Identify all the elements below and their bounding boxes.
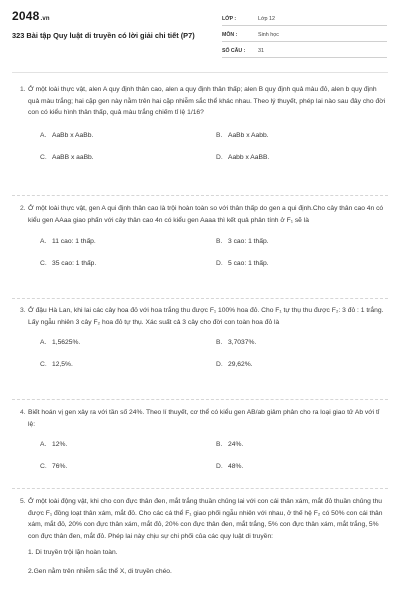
answer-option-d[interactable] xyxy=(216,147,392,169)
option-text: 76%. xyxy=(52,462,68,470)
meta-label: SỐ CÂU : xyxy=(222,48,246,54)
meta-question-count xyxy=(222,45,387,58)
header xyxy=(0,0,400,52)
question-text xyxy=(12,400,388,430)
meta-value: Sinh học xyxy=(258,32,279,38)
question-body: Ở một loài động vật, khi cho con đực thân đen, mắt trắng thuần chủng lai với con cái thân xám, mắt đỏ thuần chủng thu được F₁ đồng loạt thân xám, mắt đỏ. Cho các cá thể F₁ giao phối ngẫu nhiên với nhau, ở thế hệ F₂ có 50% con cái thân xám, mắt đỏ, 20% con đực thân xám, mắt đỏ, 20% con đực thân đen, mắt trắng, 5% con đực thân xám, mắt trắng, 5% con đực thân đen, mắt đỏ. Phép lai này chịu sự chi phối của các quy luật di truyền: xyxy=(28,498,383,540)
question-number: 1. xyxy=(20,86,26,93)
option-letter: B. xyxy=(216,237,223,245)
question-list xyxy=(12,78,388,578)
meta-grade xyxy=(222,13,387,26)
question-2 xyxy=(12,196,388,299)
meta-subject xyxy=(222,29,387,42)
option-text: 3 cao: 1 thấp. xyxy=(228,237,269,245)
answer-option-c[interactable] xyxy=(40,353,216,375)
answer-option-d[interactable] xyxy=(216,353,392,375)
answer-options xyxy=(12,433,388,477)
question-body: Biết hoán vị gen xảy ra với tần số 24%. Theo lí thuyết, cơ thể có kiểu gen AB/ab giảm phân cho ra loại giao tử Ab với tỉ lệ: xyxy=(28,409,380,428)
option-letter: D. xyxy=(216,360,223,368)
option-letter: C. xyxy=(40,360,47,368)
option-letter: C. xyxy=(40,154,47,162)
option-text: AaBb x AaBb. xyxy=(52,132,94,140)
meta-value: Lớp 12 xyxy=(258,16,276,22)
option-letter: A. xyxy=(40,237,47,245)
option-text: 3,7037%. xyxy=(228,338,257,346)
meta-value: 31 xyxy=(258,48,264,54)
option-text: Aabb x AaBB. xyxy=(228,154,270,162)
site-logo[interactable] xyxy=(12,9,50,23)
question-text xyxy=(12,299,388,328)
answer-options xyxy=(12,125,388,169)
option-text: AaBb x Aabb. xyxy=(228,132,269,140)
question-3 xyxy=(12,299,388,400)
logo-suffix: .vn xyxy=(40,16,50,22)
question-text xyxy=(12,78,388,119)
option-letter: A. xyxy=(40,132,47,140)
option-letter: A. xyxy=(40,440,47,448)
answer-options xyxy=(12,331,388,375)
statement-1: 1. Di truyền trội lặn hoàn toàn. xyxy=(28,549,118,557)
answer-option-c[interactable] xyxy=(40,147,216,169)
answer-option-d[interactable] xyxy=(216,252,392,274)
answer-option-b[interactable] xyxy=(216,433,392,455)
answer-options xyxy=(12,230,388,274)
option-letter: B. xyxy=(216,132,223,140)
answer-option-b[interactable] xyxy=(216,125,392,147)
answer-option-a[interactable] xyxy=(40,433,216,455)
option-text: 24%. xyxy=(228,440,244,448)
option-letter: B. xyxy=(216,338,223,346)
option-text: 11 cao: 1 thấp. xyxy=(52,237,96,245)
logo-text: 2048 xyxy=(12,9,40,23)
option-text: 48%. xyxy=(228,462,244,470)
question-number: 3. xyxy=(20,307,26,314)
option-letter: C. xyxy=(40,259,47,267)
question-number: 4. xyxy=(20,409,26,416)
answer-option-b[interactable] xyxy=(216,331,392,353)
option-text: AaBB x aaBb. xyxy=(52,154,94,162)
question-body: Ở đậu Hà Lan, khi lai các cây hoa đỏ với hoa trắng thu được F₁ 100% hoa đỏ. Cho F₁ tự thụ thu được F₂: 3 đỏ : 1 trắng. Lấy ngẫu nhiên 3 cây F₂ hoa đỏ tự thụ. Xác suất cả 3 cây cho đời con toàn hoa đỏ là xyxy=(28,307,384,326)
option-letter: D. xyxy=(216,462,223,470)
question-1 xyxy=(12,78,388,196)
option-letter: B. xyxy=(216,440,223,448)
question-text xyxy=(12,489,388,542)
question-5 xyxy=(12,489,388,578)
option-letter: C. xyxy=(40,462,47,470)
question-text xyxy=(12,196,388,226)
question-number: 2. xyxy=(20,205,26,212)
document-meta xyxy=(222,13,387,61)
option-text: 29,62%. xyxy=(228,360,253,368)
option-text: 35 cao: 1 thấp. xyxy=(52,259,97,267)
answer-option-a[interactable] xyxy=(40,331,216,353)
option-text: 12%. xyxy=(52,440,68,448)
answer-option-c[interactable] xyxy=(40,455,216,477)
question-4 xyxy=(12,400,388,489)
option-text: 5 cao: 1 thấp. xyxy=(228,259,269,267)
answer-option-a[interactable] xyxy=(40,230,216,252)
option-letter: D. xyxy=(216,154,223,162)
answer-option-a[interactable] xyxy=(40,125,216,147)
option-letter: A. xyxy=(40,338,47,346)
statement-2: 2.Gen nằm trên nhiễm sắc thể X, di truyền chéo. xyxy=(28,567,172,575)
meta-label: MÔN : xyxy=(222,32,238,38)
question-body: Ở một loài thực vật, gen A qui định thân cao là trội hoàn toàn so với thân thấp do gen a qui định.Cho cây thân cao 4n có kiểu gen AAaa giao phấn với cây thân cao 4n có kiểu gen Aaaa thì kết quả phân tính ở F₁ sẽ là xyxy=(28,205,384,224)
option-letter: D. xyxy=(216,259,223,267)
meta-label: LỚP : xyxy=(222,16,237,22)
answer-option-d[interactable] xyxy=(216,455,392,477)
answer-option-b[interactable] xyxy=(216,230,392,252)
option-text: 1,5625%. xyxy=(52,338,81,346)
question-body: Ở một loài thực vật, alen A quy định thân cao, alen a quy định thân thấp; alen B quy định quả màu đỏ, alen b quy định quả màu trắng; hai cặp gen này nằm trên hai cặp nhiễm sắc thể khác nhau. Theo lý thuyết, phép lai nào sau đây cho đời con có kiểu hình thân thấp, quả màu trắng chiếm tỉ lệ 1/16? xyxy=(28,86,386,117)
option-text: 12,5%. xyxy=(52,360,73,368)
question-number: 5. xyxy=(20,498,26,505)
header-divider xyxy=(12,72,388,73)
answer-option-c[interactable] xyxy=(40,252,216,274)
page-title: 323 Bài tập Quy luật di truyền có lời giải chi tiết (P7) xyxy=(12,31,195,40)
